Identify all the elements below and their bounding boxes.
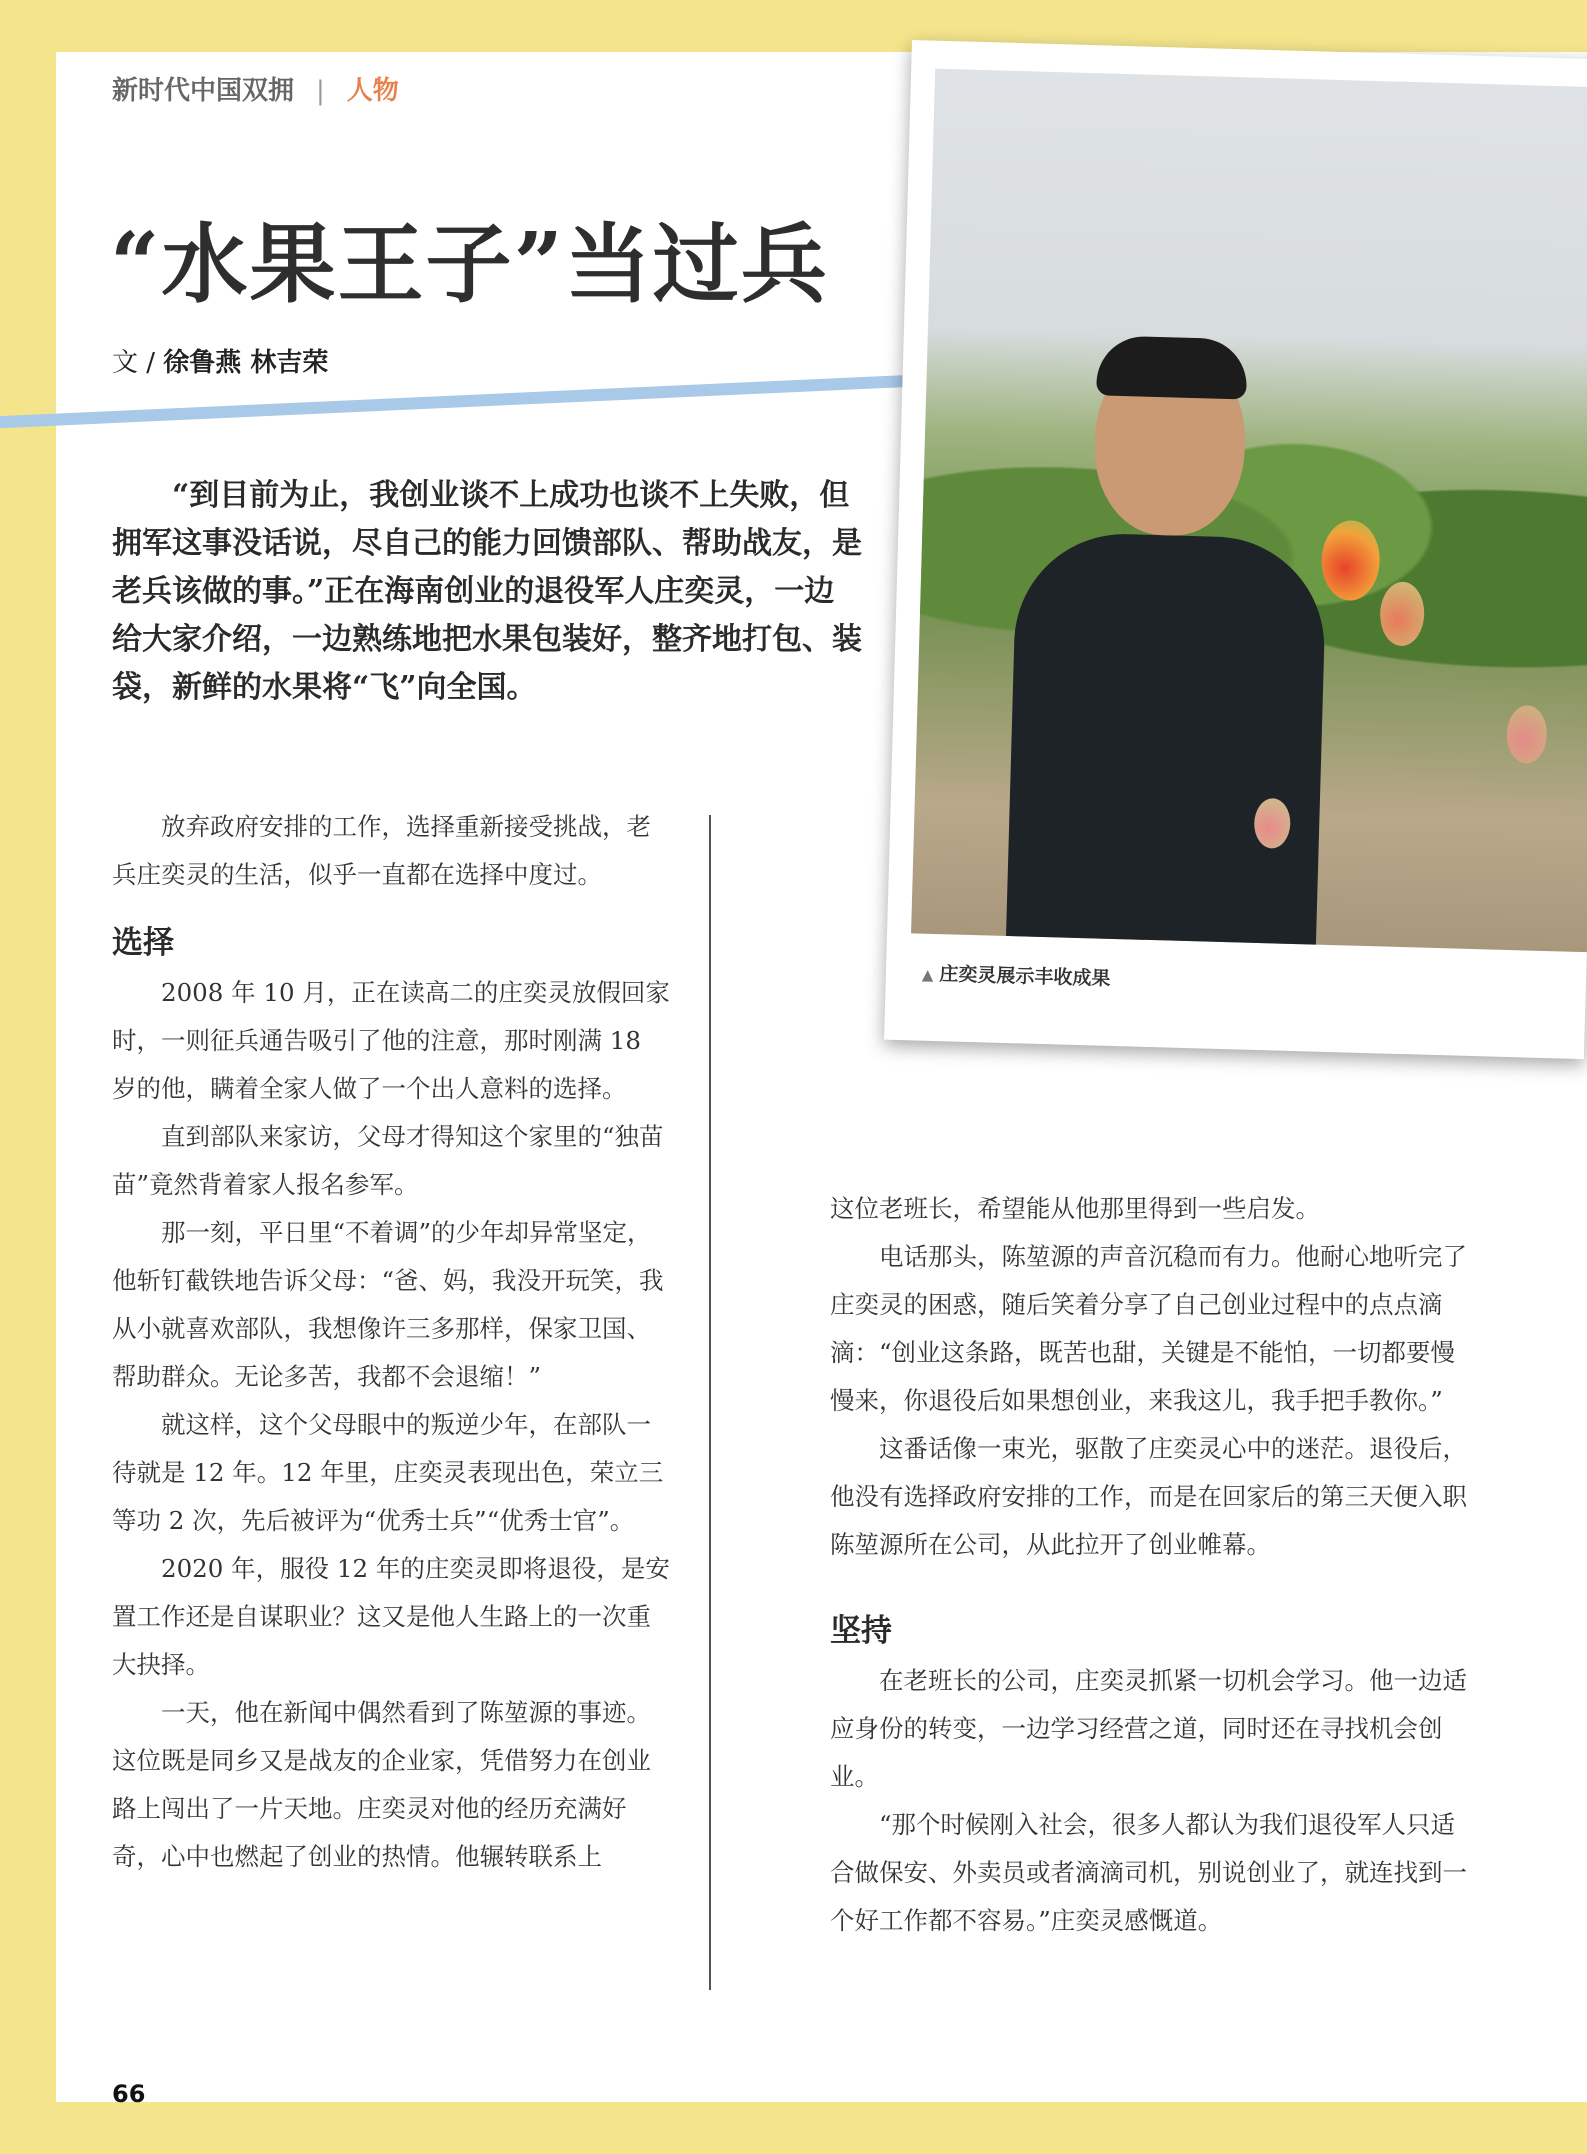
- body-paragraph: 2008 年 10 月，正在读高二的庄奕灵放假回家时，一则征兵通告吸引了他的注意，那时刚满 18 岁的他，瞒着全家人做了一个出人意料的选择。: [112, 978, 670, 1103]
- section-heading-choice: 选择: [112, 925, 174, 961]
- article-photo: [911, 69, 1587, 953]
- body-paragraph: “那个时候刚入社会，很多人都认为我们退役军人只适合做保安、外卖员或者滴滴司机，别说创业了，就连找到一个好工作都不容易。”庄奕灵感慨道。: [830, 1810, 1467, 1935]
- photo-card: [884, 40, 1587, 1059]
- page-number: 66: [112, 2080, 146, 2108]
- body-paragraph: 在老班长的公司，庄奕灵抓紧一切机会学习。他一边适应身份的转变，一边学习经营之道，同时还在寻找机会创业。: [830, 1666, 1467, 1791]
- section-header: [112, 70, 399, 107]
- photo-caption-text: 庄奕灵展示丰收成果: [939, 963, 1111, 990]
- byline: [112, 342, 328, 379]
- body-paragraph: 直到部队来家访，父母才得知这个家里的“独苗苗”竟然背着家人报名参军。: [112, 1122, 664, 1199]
- article-title: “水果王子”当过兵: [110, 214, 829, 315]
- body-paragraph: 一天，他在新闻中偶然看到了陈堃源的事迹。这位既是同乡又是战友的企业家，凭借努力在创业路上闯出了一片天地。庄奕灵对他的经历充满好奇，心中也燃起了创业的热情。他辗转联系上: [112, 1698, 651, 1871]
- body-paragraph: 电话那头，陈堃源的声音沉稳而有力。他耐心地听完了庄奕灵的困惑，随后笑着分享了自己创业过程中的点点滴滴：“创业这条路，既苦也甜，关键是不能怕，一切都要慢慢来，你退役后如果想创业，来我这儿，我手把手教你。”: [830, 1242, 1467, 1415]
- right-column: [830, 1185, 1470, 1945]
- byline-authors: 徐鲁燕 林吉荣: [163, 348, 329, 378]
- body-paragraph: 就这样，这个父母眼中的叛逆少年，在部队一待就是 12 年。12 年里，庄奕灵表现出色，荣立三等功 2 次，先后被评为“优秀士兵”“优秀士官”。: [112, 1410, 664, 1535]
- body-paragraph: 这番话像一束光，驱散了庄奕灵心中的迷茫。退役后，他没有选择政府安排的工作，而是在回家后的第三天便入职陈堃源所在公司，从此拉开了创业帷幕。: [830, 1434, 1467, 1559]
- header-separator: |: [316, 76, 325, 106]
- continuation-paragraph: 这位老班长，希望能从他那里得到一些启发。: [830, 1194, 1320, 1223]
- person-hair: [1096, 335, 1248, 399]
- body-paragraph: 那一刻，平日里“不着调”的少年却异常坚定，他斩钉截铁地告诉父母：“爸、妈，我没开玩笑，我从小就喜欢部队，我想像许三多那样，保家卫国、帮助群众。无论多苦，我都不会退缩！”: [112, 1218, 664, 1391]
- left-column: [112, 803, 672, 1881]
- section-heading-persistence: 坚持: [830, 1613, 892, 1649]
- column-divider: [709, 815, 711, 1990]
- photo-caption: [922, 959, 1111, 991]
- intro-paragraph: 放弃政府安排的工作，选择重新接受挑战，老兵庄奕灵的生活，似乎一直都在选择中度过。: [112, 812, 651, 889]
- byline-prefix: 文 /: [112, 348, 164, 378]
- triangle-icon: ▲: [921, 965, 934, 984]
- person-figure: [1006, 531, 1328, 952]
- section-name: 新时代中国双拥: [112, 76, 295, 106]
- body-paragraph: 2020 年，服役 12 年的庄奕灵即将退役，是安置工作还是自谋职业？这又是他人生路上的一次重大抉择。: [112, 1554, 670, 1679]
- lead-paragraph: “到目前为止，我创业谈不上成功也谈不上失败，但拥军这事没话说，尽自己的能力回馈部队、帮助战友，是老兵该做的事。”正在海南创业的退役军人庄奕灵，一边给大家介绍，一边熟练地把水果包装好，整齐地打包、装袋，新鲜的水果将“飞”向全国。: [112, 478, 862, 705]
- section-category: 人物: [346, 76, 399, 106]
